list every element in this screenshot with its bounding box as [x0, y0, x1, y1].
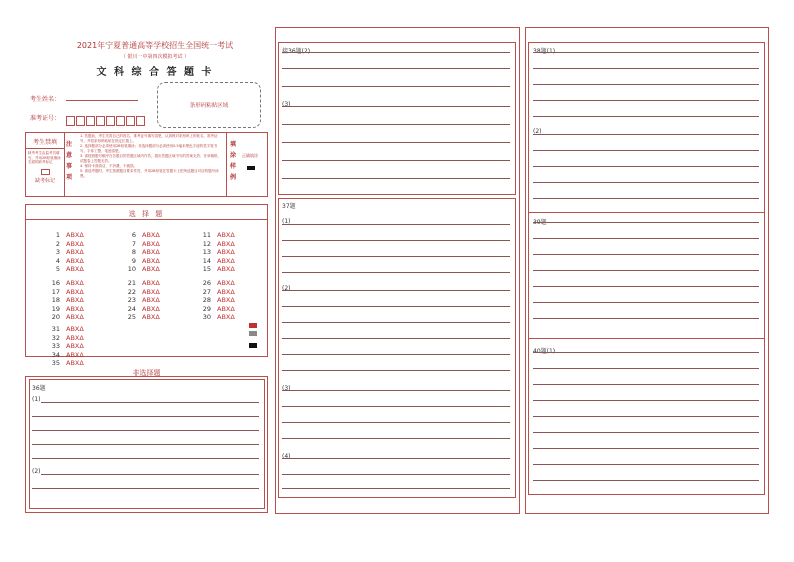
q37-panel — [278, 198, 516, 498]
answer-line[interactable] — [282, 272, 510, 273]
answer-line[interactable] — [282, 106, 510, 107]
mc-question-35[interactable] — [46, 350, 84, 369]
forbidden-title: 考生禁填 — [26, 137, 64, 149]
q40-divider — [528, 338, 765, 339]
mc-number: 34 — [51, 350, 60, 359]
absent-box[interactable] — [41, 169, 50, 175]
mc-number: 9 — [131, 256, 136, 265]
mc-number: 27 — [202, 287, 211, 296]
mc-number: 21 — [127, 279, 136, 287]
answer-line[interactable] — [282, 290, 510, 291]
answer-line[interactable] — [282, 52, 510, 53]
answer-line[interactable] — [533, 238, 759, 239]
answer-line[interactable] — [533, 254, 759, 255]
mc-options[interactable]: ABXΔ — [66, 287, 84, 296]
fill-sample-black — [249, 343, 257, 348]
name-field[interactable] — [66, 100, 138, 101]
notes-list — [77, 133, 227, 196]
forbidden-text: 缺考考生由监考员填写，并用2B铅笔填涂右面的缺考标记 — [28, 151, 61, 164]
answer-line[interactable] — [282, 160, 510, 161]
answer-line[interactable] — [282, 322, 510, 323]
mc-options[interactable]: ABXΔ — [66, 342, 84, 350]
answer-line[interactable] — [533, 222, 759, 223]
mc-options[interactable]: ABXΔ — [66, 248, 84, 256]
barcode-area — [157, 82, 261, 128]
mc-options[interactable]: ABXΔ — [217, 248, 235, 256]
mc-options[interactable]: ABXΔ — [217, 313, 235, 321]
mc-number: 8 — [131, 248, 136, 256]
q36-cont-panel — [278, 42, 516, 195]
answer-line[interactable] — [32, 416, 259, 417]
q40-label: 40题(1) — [533, 348, 556, 355]
mc-number: 1 — [55, 231, 60, 239]
absent-label: 缺考标记 — [34, 177, 55, 184]
mc-options[interactable]: ABXΔ — [142, 256, 160, 265]
mc-number: 5 — [55, 265, 60, 273]
mc-options[interactable]: ABXΔ — [66, 265, 84, 273]
answer-line[interactable] — [41, 474, 259, 475]
mc-number: 35 — [51, 359, 60, 367]
mc-options[interactable]: ABXΔ — [142, 248, 160, 256]
answer-line[interactable] — [533, 400, 759, 401]
answer-line[interactable] — [533, 100, 759, 101]
answer-line[interactable] — [533, 52, 759, 53]
non-mc-title: 非选择题 — [132, 369, 161, 377]
mc-options[interactable]: ABXΔ — [217, 304, 235, 313]
mc-options[interactable]: ABXΔ — [66, 304, 84, 313]
answer-line[interactable] — [282, 224, 510, 225]
mc-options[interactable]: ABXΔ — [142, 265, 160, 273]
card-title: 文 科 综 合 答 题 卡 — [96, 67, 214, 78]
answer-line[interactable] — [533, 480, 759, 481]
answer-line[interactable] — [282, 142, 510, 143]
mc-number: 19 — [51, 304, 60, 313]
mc-options[interactable]: ABXΔ — [66, 313, 84, 321]
mc-divider — [25, 219, 268, 220]
mc-number: 28 — [202, 296, 211, 304]
mc-options[interactable]: ABXΔ — [217, 287, 235, 296]
sample-filled-mark — [247, 166, 255, 170]
mc-number: 10 — [127, 265, 136, 273]
mc-number: 6 — [131, 231, 136, 239]
mc-options[interactable]: ABXΔ — [217, 265, 235, 273]
id-boxes[interactable] — [66, 111, 145, 130]
mc-options[interactable]: ABXΔ — [217, 296, 235, 304]
mc-number: 30 — [202, 313, 211, 321]
answer-line[interactable] — [533, 166, 759, 167]
note-1: 1. 答题前，考生先将自己的姓名、准考证号填写清楚，认真核对条形码上的姓名、准考证号，并将条形码粘贴在指定位置上。 — [80, 134, 218, 143]
mc-options[interactable]: ABXΔ — [142, 296, 160, 304]
q36-p3-label: (3) — [282, 101, 291, 108]
exam-title: 2021年宁夏普通高等学校招生全国统一考试 — [76, 41, 234, 50]
mc-number: 33 — [51, 342, 60, 350]
mc-number: 31 — [51, 325, 60, 333]
q39-divider — [528, 212, 765, 213]
answer-line[interactable] — [533, 68, 759, 69]
mc-options[interactable]: ABXΔ — [66, 350, 84, 359]
mc-options[interactable]: ABXΔ — [66, 359, 84, 367]
answer-line[interactable] — [282, 438, 510, 439]
mc-number: 12 — [202, 239, 211, 248]
notes-title: 注意事项 — [66, 141, 73, 181]
mc-options[interactable]: ABXΔ — [66, 256, 84, 265]
note-2: 2. 选择题部分必须使用2B铅笔填涂；非选择题部分必须使用0.5毫米黑色字迹的签字笔书写，字体工整、笔迹清楚。 — [80, 144, 218, 153]
mc-options[interactable]: ABXΔ — [142, 279, 160, 287]
answer-line[interactable] — [282, 86, 510, 87]
mc-options[interactable]: ABXΔ — [66, 325, 84, 333]
mc-options[interactable]: ABXΔ — [217, 231, 235, 239]
answer-line[interactable] — [282, 306, 510, 307]
mc-question-25[interactable] — [122, 304, 160, 323]
mc-options[interactable]: ABXΔ — [142, 239, 160, 248]
answer-line[interactable] — [533, 352, 759, 353]
mc-number: 18 — [51, 296, 60, 304]
q39-label: 39题 — [533, 219, 547, 226]
q36-p1-label: (1) — [32, 396, 41, 403]
answer-line[interactable] — [282, 458, 510, 459]
answer-line[interactable] — [533, 368, 759, 369]
q37-p1-label: (1) — [282, 218, 291, 225]
mc-options[interactable]: ABXΔ — [66, 279, 84, 287]
mc-title: 选 择 题 — [128, 210, 165, 218]
q38-label: 38题(1) — [533, 48, 556, 55]
q37-p2-label: (2) — [282, 285, 291, 292]
answer-line[interactable] — [32, 430, 259, 431]
answer-line[interactable] — [533, 182, 759, 183]
answer-line[interactable] — [282, 474, 510, 475]
answer-line[interactable] — [282, 68, 510, 69]
answer-line[interactable] — [533, 84, 759, 85]
answer-line[interactable] — [32, 444, 259, 445]
mc-number: 25 — [127, 313, 136, 321]
answer-line[interactable] — [533, 464, 759, 465]
mc-options[interactable]: ABXΔ — [217, 239, 235, 248]
mc-number: 14 — [202, 256, 211, 265]
answer-line[interactable] — [282, 256, 510, 257]
fill-sample-red — [249, 323, 257, 328]
mc-number: 11 — [202, 231, 211, 239]
mc-options[interactable]: ABXΔ — [217, 279, 235, 287]
answer-line[interactable] — [533, 448, 759, 449]
answer-line[interactable] — [282, 488, 510, 489]
notice-box — [25, 132, 268, 197]
answer-line[interactable] — [282, 422, 510, 423]
mc-number: 26 — [202, 279, 211, 287]
mc-number: 32 — [51, 333, 60, 342]
exam-subtitle: （ 银川一中第四次模拟考试 ） — [120, 54, 190, 60]
note-5: 5. 请选考题时，考生按照题目要求作答，并用2B铅笔在答题卡上把所选题目对应的题号涂黑。 — [80, 169, 219, 178]
answer-line[interactable] — [533, 150, 759, 151]
mc-number: 17 — [51, 287, 60, 296]
mc-number: 4 — [55, 256, 60, 265]
sample-title: 填涂样例 — [230, 141, 237, 181]
note-3: 3. 请按照题号顺序在各题目的答题区域内作答，超出答题区域书写的答案无效；在草稿纸、试题卷上答题无效。 — [80, 154, 221, 163]
answer-line[interactable] — [32, 458, 259, 459]
answer-line[interactable] — [282, 390, 510, 391]
answer-line[interactable] — [282, 354, 510, 355]
answer-line[interactable] — [533, 318, 759, 319]
barcode-label: 条形码粘贴区域 — [189, 103, 229, 109]
answer-line[interactable] — [282, 406, 510, 407]
mc-number: 22 — [127, 287, 136, 296]
q37-label: 37题 — [282, 203, 296, 210]
q36-cont-label: 接36题(2) — [282, 48, 311, 55]
mc-options[interactable]: ABXΔ — [142, 287, 160, 296]
name-label: 考生姓名： — [30, 96, 61, 103]
mc-options[interactable]: ABXΔ — [66, 296, 84, 304]
fill-sample-gray — [249, 331, 257, 336]
mc-number: 23 — [127, 296, 136, 304]
q36-label: 36题 — [32, 385, 46, 392]
answer-line[interactable] — [533, 432, 759, 433]
mc-number: 29 — [202, 304, 211, 313]
sample-correct-label: 正确填涂 — [242, 153, 258, 158]
mc-options[interactable]: ABXΔ — [142, 231, 160, 239]
mc-number: 15 — [202, 265, 211, 273]
mc-number: 20 — [51, 313, 60, 321]
q37-p3-label: (3) — [282, 385, 291, 392]
mc-number: 24 — [127, 304, 136, 313]
answer-line[interactable] — [533, 286, 759, 287]
answer-line[interactable] — [533, 116, 759, 117]
mc-options[interactable]: ABXΔ — [66, 333, 84, 342]
mc-options[interactable]: ABXΔ — [142, 304, 160, 313]
q38-p2-label: (2) — [533, 128, 542, 135]
answer-line[interactable] — [282, 178, 510, 179]
mc-number: 7 — [131, 239, 136, 248]
answer-line[interactable] — [533, 134, 759, 135]
mc-number: 3 — [55, 248, 60, 256]
answer-line[interactable] — [282, 124, 510, 125]
answer-line[interactable] — [282, 370, 510, 371]
mc-options[interactable]: ABXΔ — [217, 256, 235, 265]
answer-line[interactable] — [282, 338, 510, 339]
mc-number: 2 — [55, 239, 60, 248]
answer-line[interactable] — [282, 240, 510, 241]
mc-number: 13 — [202, 248, 211, 256]
forbidden-cell — [26, 133, 65, 196]
answer-line[interactable] — [533, 270, 759, 271]
mc-number: 16 — [51, 279, 60, 287]
answer-line[interactable] — [533, 198, 759, 199]
answer-line[interactable] — [533, 302, 759, 303]
mc-options[interactable]: ABXΔ — [66, 231, 84, 239]
answer-line[interactable] — [41, 402, 259, 403]
answer-line[interactable] — [533, 416, 759, 417]
q36-p2-label: (2) — [32, 468, 41, 475]
answer-line[interactable] — [32, 488, 259, 489]
col3-inner — [528, 42, 765, 495]
mc-options[interactable]: ABXΔ — [66, 239, 84, 248]
mc-question-30[interactable] — [197, 304, 235, 323]
id-label: 准考证号： — [30, 115, 61, 122]
mc-options[interactable]: ABXΔ — [142, 313, 160, 321]
q37-p4-label: (4) — [282, 453, 291, 460]
note-4: 4. 保持卡面清洁，不折叠，不破损。 — [80, 164, 137, 168]
answer-line[interactable] — [533, 384, 759, 385]
